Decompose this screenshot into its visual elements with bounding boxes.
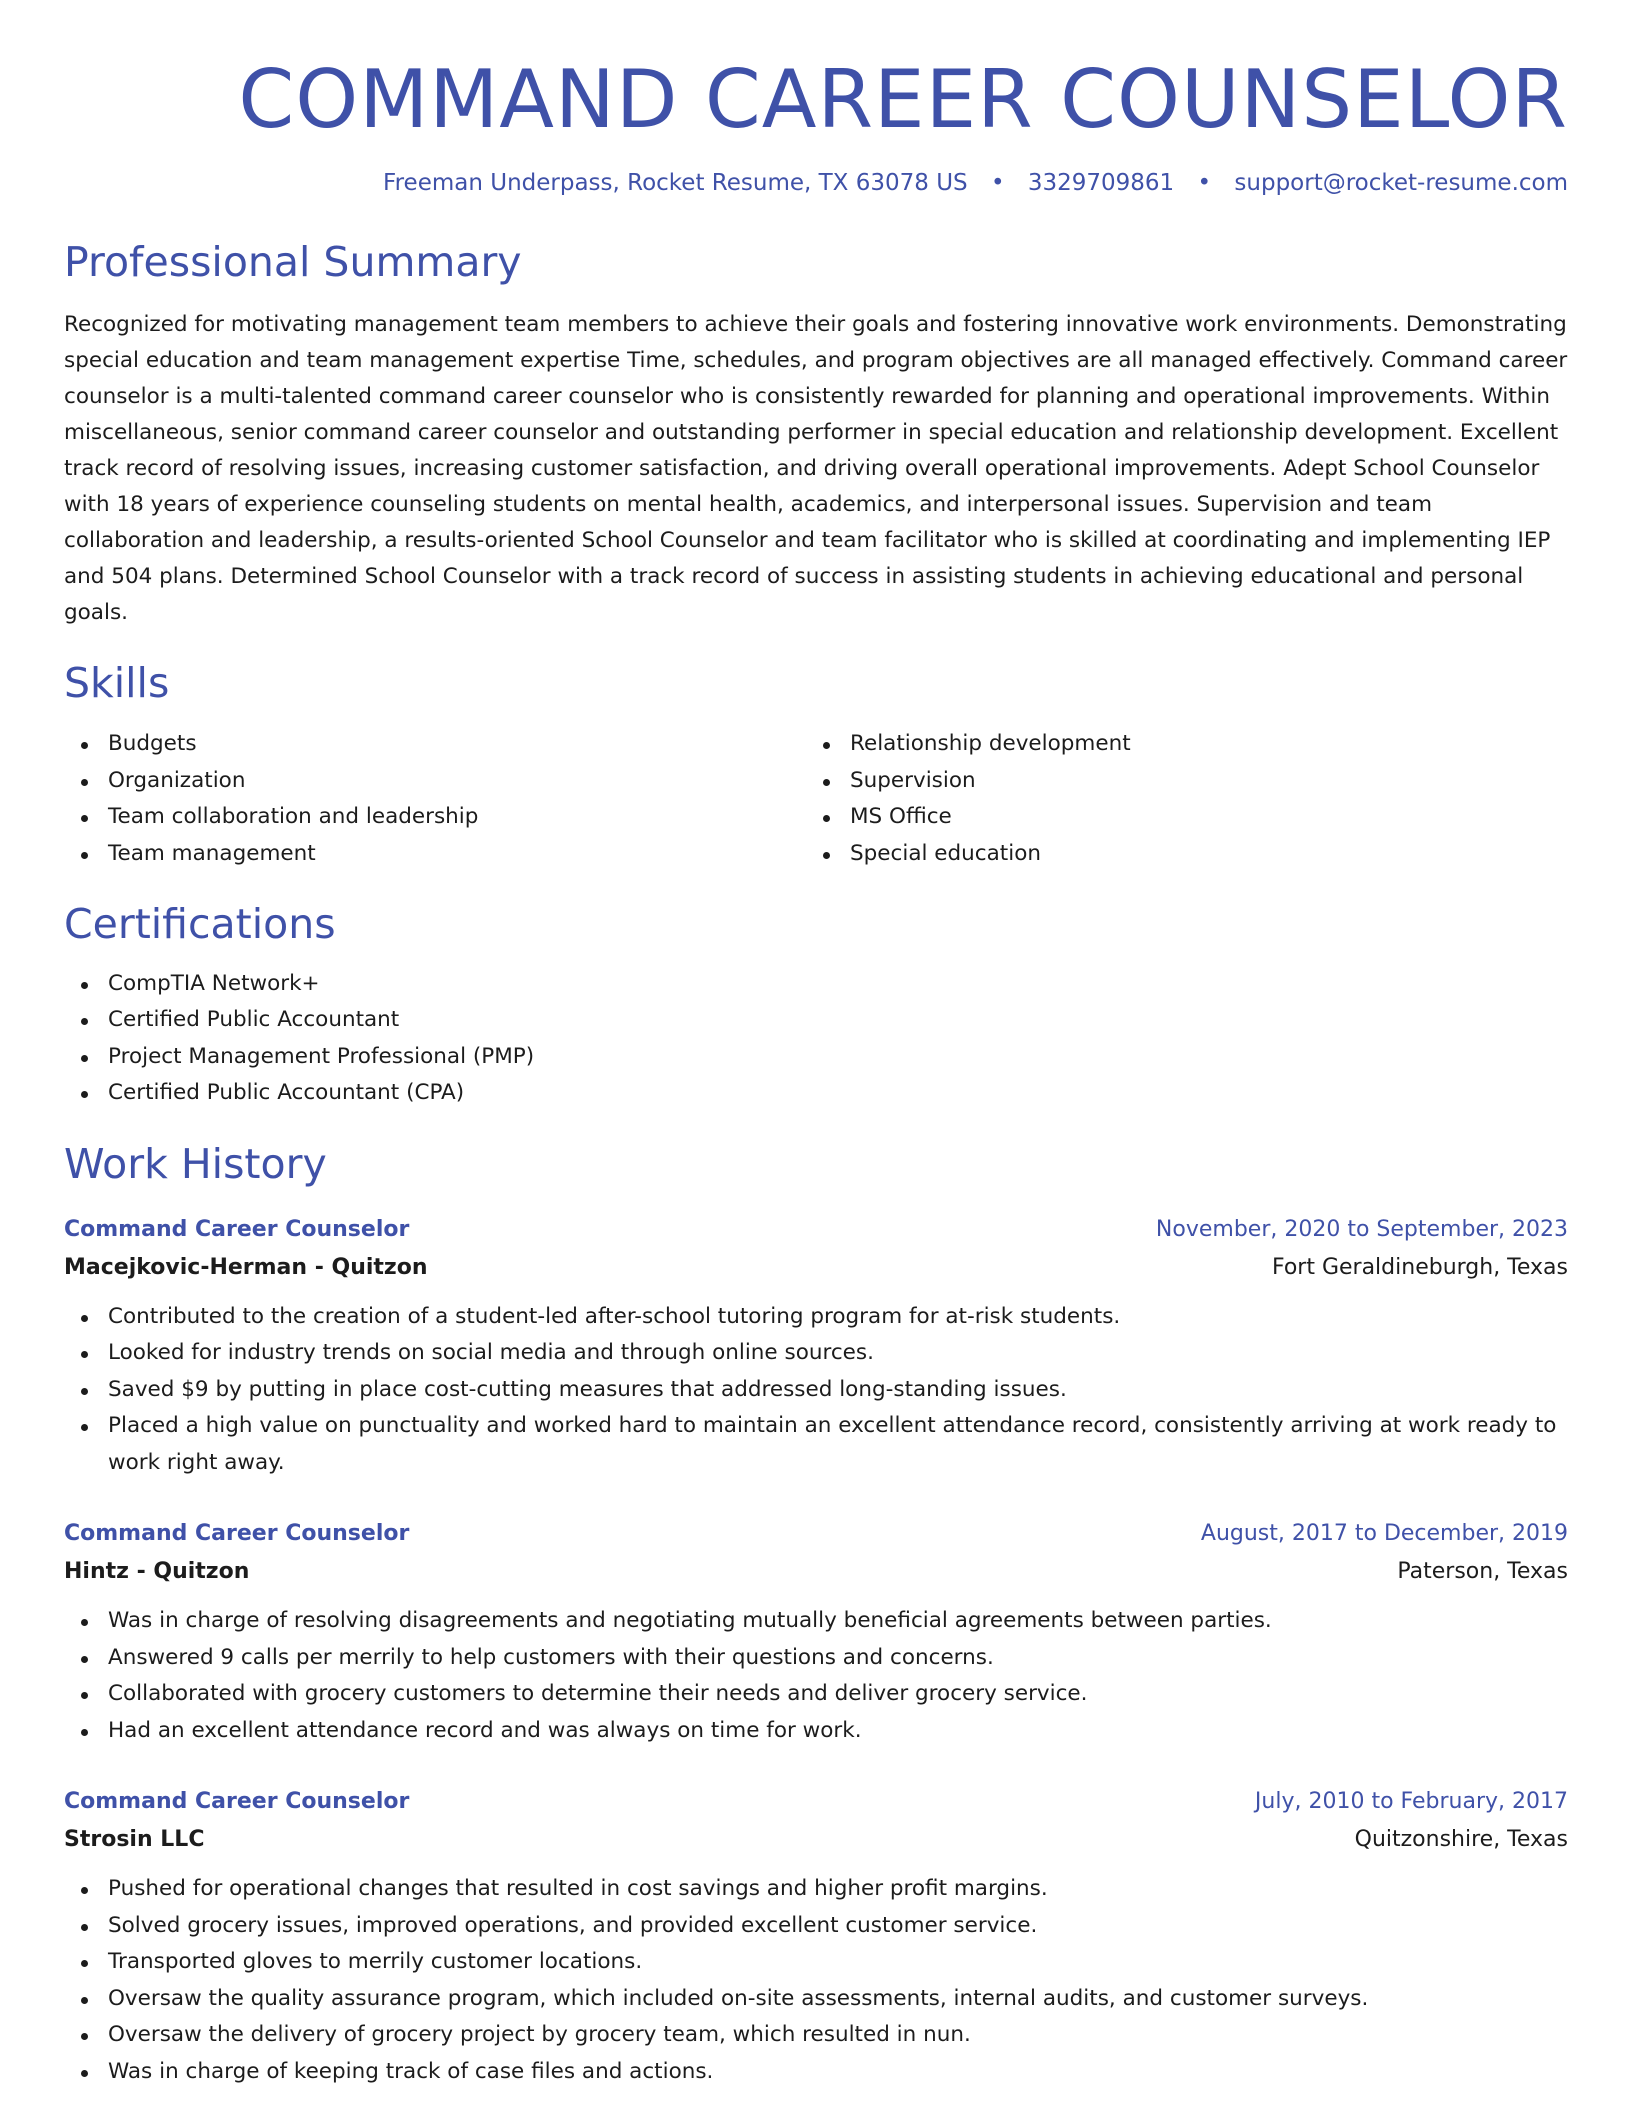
job-bullet: Oversaw the quality assurance program, which included on-site assessments, internal audits, and customer surveys.: [64, 1981, 1568, 2018]
skills-heading: Skills: [64, 659, 170, 708]
job-bullet: Oversaw the delivery of grocery project by grocery team, which resulted in nun.: [64, 2017, 1568, 2054]
certifications-list: [64, 966, 1568, 1112]
work-history-heading: Work History: [64, 1139, 327, 1188]
skill-item: Special education: [806, 836, 1548, 873]
job-bullet: Saved $9 by putting in place cost-cutting measures that addressed long-standing issues.: [64, 1372, 1568, 1409]
job-bullet: Collaborated with grocery customers to determine their needs and deliver grocery service.: [64, 1676, 1568, 1713]
job-dates: August, 2017 to December, 2019: [1200, 1521, 1568, 1547]
job-company: Macejkovic-Herman - Quitzon: [64, 1254, 428, 1280]
skills-right-list: [806, 726, 1548, 872]
job-bullet: Contributed to the creation of a student-led after-school tutoring program for at-risk students.: [64, 1299, 1568, 1336]
certification-item: Certified Public Accountant (CPA): [64, 1075, 1568, 1112]
contact-separator: •: [990, 170, 1005, 196]
job-location: Fort Geraldineburgh, Texas: [1271, 1254, 1568, 1280]
job-entry: [64, 1211, 1568, 1482]
contact-separator: •: [1197, 170, 1212, 196]
skill-item: Budgets: [64, 726, 806, 763]
job-title: Command Career Counselor: [64, 1789, 410, 1815]
skills-grid: [64, 726, 1568, 872]
job-bullet: Placed a high value on punctuality and worked hard to maintain an excellent attendance record, consistently arriving at work ready to work right away.: [64, 1408, 1568, 1481]
job-title: Command Career Counselor: [64, 1216, 410, 1242]
job-location: Quitzonshire, Texas: [1354, 1827, 1568, 1853]
certification-item: Certified Public Accountant: [64, 1002, 1568, 1039]
contact-phone: 3329709861: [1027, 170, 1175, 196]
job-bullet: Answered 9 calls per merrily to help customers with their questions and concerns.: [64, 1640, 1568, 1677]
summary-heading: Professional Summary: [64, 238, 522, 286]
summary-text: Recognized for motivating management team members to achieve their goals and fostering innovative work environments. Demonstrating special education and team management expertise Time, schedules, and program objectives are all managed effectively. Command career counselor is a multi-talented command career counselor who is consistently rewarded for planning and operational improvements. Within miscellaneous, senior command career counselor and outstanding performer in special education and relationship development. Excellent track record of resolving issues, increasing customer satisfaction, and driving overall operational improvements. Adept School Counselor with 18 years of experience counseling students on mental health, academics, and interpersonal issues. Supervision and team collaboration and leadership, a results-oriented School Counselor and team facilitator who is skilled at coordinating and implementing IEP and 504 plans. Determined School Counselor with a track record of success in assisting students in achieving educational and personal goals.: [64, 312, 1568, 626]
skill-item: MS Office: [806, 799, 1548, 836]
job-bullet: Was in charge of resolving disagreements and negotiating mutually beneficial agreements between parties.: [64, 1603, 1568, 1640]
resume-name: COMMAND CAREER COUNSELOR: [238, 53, 1568, 146]
job-bullet: Had an excellent attendance record and was always on time for work.: [64, 1713, 1568, 1750]
skill-item: Team management: [64, 836, 806, 873]
job-bullet: Solved grocery issues, improved operations, and provided excellent customer service.: [64, 1908, 1568, 1945]
certifications-heading: Certifications: [64, 900, 336, 949]
job-bullet: Pushed for operational changes that resulted in cost savings and higher profit margins.: [64, 1871, 1568, 1908]
certification-item: CompTIA Network+: [64, 966, 1568, 1003]
job-company: Strosin LLC: [64, 1827, 205, 1853]
skills-left-list: [64, 726, 806, 872]
job-dates: July, 2010 to February, 2017: [1254, 1789, 1568, 1815]
job-title: Command Career Counselor: [64, 1521, 410, 1547]
job-bullet: Was in charge of keeping track of case files and actions.: [64, 2054, 1568, 2091]
job-bullets: [64, 1299, 1568, 1482]
job-bullet: Transported gloves to merrily customer locations.: [64, 1944, 1568, 1981]
job-bullets: [64, 1871, 1568, 2090]
job-dates: November, 2020 to September, 2023: [1155, 1216, 1568, 1242]
skill-item: Organization: [64, 763, 806, 800]
skill-item: Relationship development: [806, 726, 1548, 763]
job-entry: [64, 1515, 1568, 1749]
skill-item: Team collaboration and leadership: [64, 799, 806, 836]
job-company: Hintz - Quitzon: [64, 1559, 250, 1585]
contact-email: support@rocket-resume.com: [1234, 170, 1568, 196]
skill-item: Supervision: [806, 763, 1548, 800]
certification-item: Project Management Professional (PMP): [64, 1039, 1568, 1076]
job-location: Paterson, Texas: [1397, 1559, 1568, 1585]
job-bullet: Looked for industry trends on social media and through online sources.: [64, 1335, 1568, 1372]
contact-line: [64, 170, 1568, 196]
contact-address: Freeman Underpass, Rocket Resume, TX 63078 US: [383, 170, 968, 196]
job-entry: [64, 1783, 1568, 2090]
job-bullets: [64, 1603, 1568, 1749]
